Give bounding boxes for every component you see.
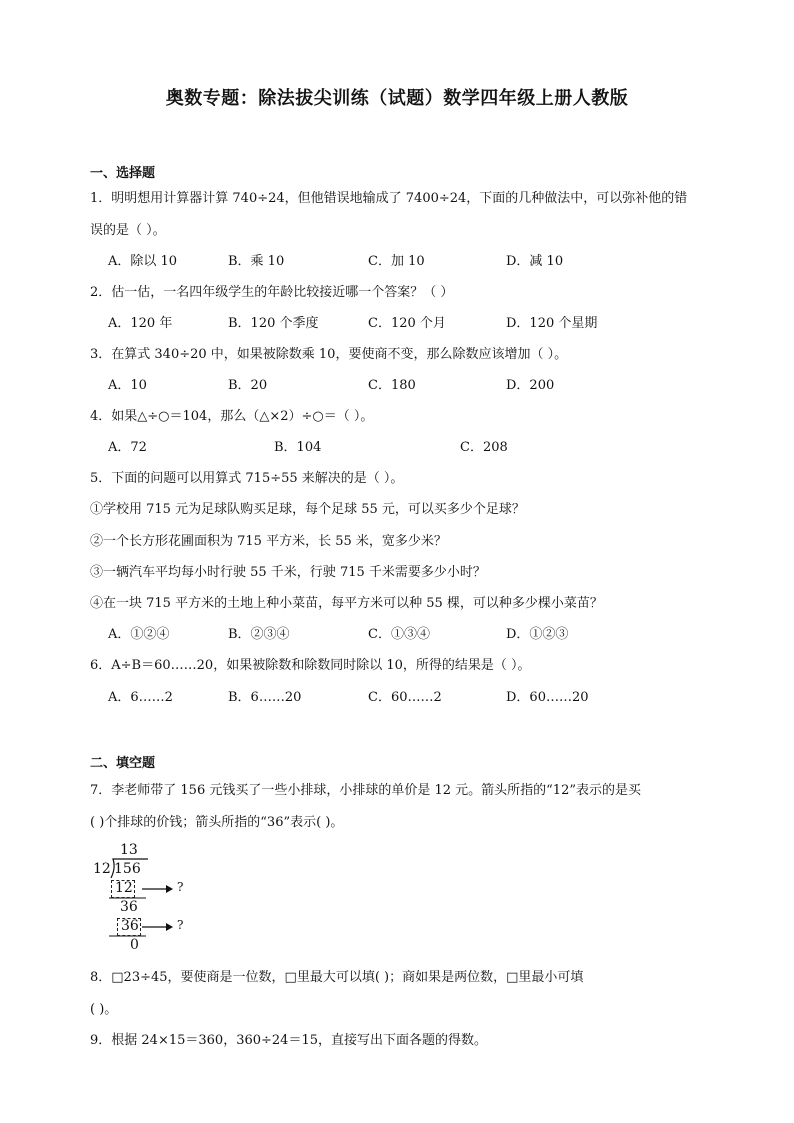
question-6-text: 6．A÷B＝60……20，如果被除数和除数同时除以 10，所得的结果是（ ）。 <box>90 658 531 673</box>
question-8-line2: ( )。 <box>90 1002 118 1017</box>
question-1-line1: 1．明明想用计算器计算 740÷24，但他错误地输成了 7400÷24，下面的几种做法中，可以弥补他的错 <box>90 191 688 206</box>
option-b[interactable]: B．104 <box>274 440 322 455</box>
question-5-item-4: ④在一块 715 平方米的土地上种小菜苗，每平方米可以种 55 棵，可以种多少棵小菜苗？ <box>90 596 603 611</box>
option-d[interactable]: D．60……20 <box>506 690 589 705</box>
division-remainder1: 36 <box>120 899 138 915</box>
option-c[interactable]: C．180 <box>368 378 416 393</box>
option-a[interactable]: A．120 年 <box>108 316 173 331</box>
question-3-text: 3．在算式 340÷20 中，如果被除数乘 10，要使商不变，那么除数应该增加（ ）。 <box>90 347 568 362</box>
option-c[interactable]: C．60……2 <box>368 690 442 705</box>
option-a[interactable]: A．72 <box>108 440 147 455</box>
page-title: 奥数专题：除法拔尖训练（试题）数学四年级上册人教版 <box>165 88 629 109</box>
question-1-options <box>108 250 708 268</box>
division-step1: 12 <box>115 880 133 896</box>
section-choice-heading: 一、选择题 <box>90 166 156 181</box>
question-4-options <box>108 436 708 454</box>
division-quotient: 13 <box>120 842 138 858</box>
question-2-text: 2．估一估，一名四年级学生的年龄比较接近哪一个答案？（ ） <box>90 285 454 300</box>
division-dividend: 156 <box>114 861 141 877</box>
arrow-icon <box>140 920 176 934</box>
question-4-text: 4．如果△÷○＝104，那么（△×2）÷○＝（ ）。 <box>90 409 374 424</box>
question-5-options <box>108 623 708 641</box>
division-bracket-lines <box>90 840 210 955</box>
question-2-options <box>108 312 708 330</box>
option-b[interactable]: B．20 <box>228 378 268 393</box>
arrow-label-1: ? <box>177 880 184 894</box>
option-a[interactable]: A．①②④ <box>108 627 170 642</box>
option-a[interactable]: A．10 <box>108 378 147 393</box>
question-7-line2: ( )个排球的价钱；箭头所指的“36”表示( )。 <box>90 815 344 830</box>
question-9-text: 9．根据 24×15＝360，360÷24＝15，直接写出下面各题的得数。 <box>90 1033 487 1048</box>
option-c[interactable]: C．①③④ <box>368 627 430 642</box>
option-b[interactable]: B．②③④ <box>228 627 290 642</box>
question-1-line2: 误的是（ ）。 <box>90 223 166 238</box>
division-step2: 36 <box>121 918 139 934</box>
option-c[interactable]: C．208 <box>460 440 508 455</box>
question-5-item-3: ③一辆汽车平均每小时行驶 55 千米，行驶 715 千米需要多少小时？ <box>90 565 486 580</box>
arrow-icon <box>140 882 176 896</box>
option-d[interactable]: D．减 10 <box>506 254 564 269</box>
option-c[interactable]: C．120 个月 <box>368 316 446 331</box>
option-b[interactable]: B．120 个季度 <box>228 316 319 331</box>
section-fill-heading: 二、填空题 <box>90 756 156 771</box>
option-a[interactable]: A．除以 10 <box>108 254 178 269</box>
question-5-item-1: ①学校用 715 元为足球队购买足球，每个足球 55 元，可以买多少个足球？ <box>90 502 525 517</box>
option-d[interactable]: D．120 个星期 <box>506 316 598 331</box>
division-divisor: 12 <box>93 861 111 877</box>
option-b[interactable]: B．6……20 <box>228 690 302 705</box>
arrow-label-2: ? <box>177 918 184 932</box>
question-5-text: 5．下面的问题可以用算式 715÷55 来解决的是（ ）。 <box>90 471 404 486</box>
option-d[interactable]: D．200 <box>506 378 555 393</box>
division-final: 0 <box>130 937 139 953</box>
option-b[interactable]: B．乘 10 <box>228 254 285 269</box>
option-a[interactable]: A．6……2 <box>108 690 173 705</box>
question-8-line1: 8．□23÷45，要使商是一位数，□里最大可以填( )；商如果是两位数，□里最小可填 <box>90 970 584 985</box>
option-c[interactable]: C．加 10 <box>368 254 425 269</box>
question-6-options <box>108 686 708 704</box>
question-5-item-2: ②一个长方形花圃面积为 715 平方米，长 55 米，宽多少米？ <box>90 534 447 549</box>
long-division-figure <box>90 840 210 955</box>
option-d[interactable]: D．①②③ <box>506 627 569 642</box>
question-7-line1: 7．李老师带了 156 元钱买了一些小排球，小排球的单价是 12 元。箭头所指的“12”表示的是买 <box>90 783 641 798</box>
question-3-options <box>108 374 708 392</box>
